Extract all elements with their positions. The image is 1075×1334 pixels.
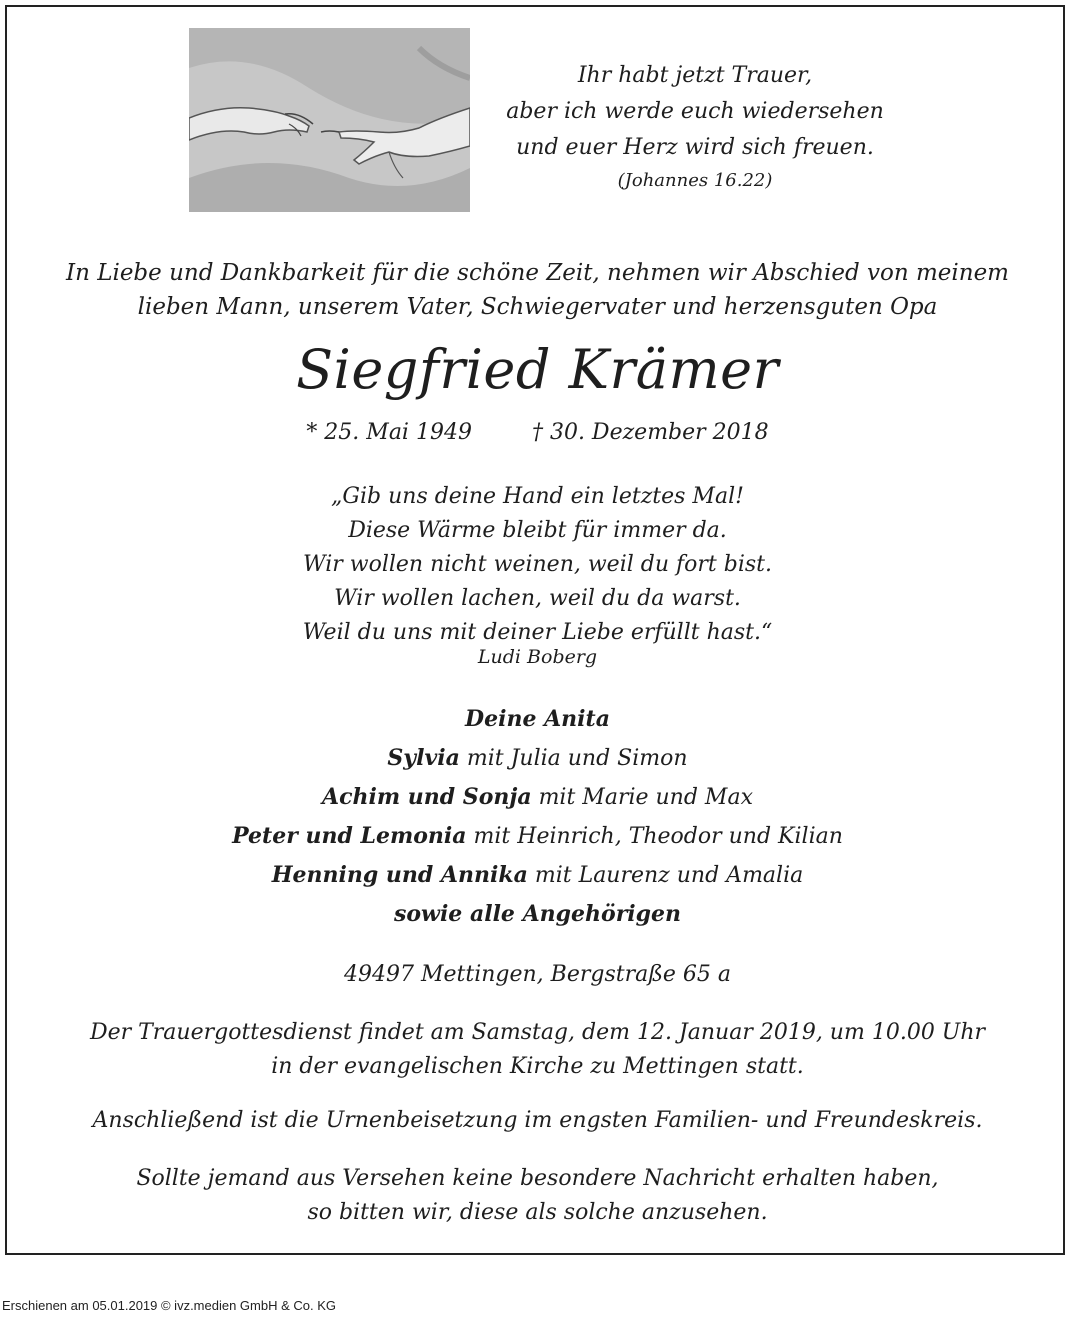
service-line: Der Trauergottesdienst findet am Samstag, dem 12. Januar 2019, um 10.00 Uhr	[89, 1020, 986, 1045]
burial-info: Anschließend ist die Urnenbeisetzung im engsten Familien- und Freundeskreis.	[92, 1108, 983, 1133]
poem-line: Diese Wärme bleibt für immer da.	[348, 518, 727, 543]
family-name: Deine Anita	[465, 706, 610, 732]
family-line	[40, 778, 1035, 817]
verse-reference: (Johannes 16.22)	[617, 170, 773, 191]
family-line	[40, 817, 1035, 856]
family-line	[40, 739, 1035, 778]
poem-line: Wir wollen nicht weinen, weil du fort bist.	[302, 552, 772, 577]
family-name: Achim und Sonja	[322, 784, 532, 810]
note-line: Sollte jemand aus Versehen keine besondere Nachricht erhalten haben,	[136, 1166, 939, 1191]
family-line-relatives	[40, 895, 1035, 934]
death-date: † 30. Dezember 2018	[531, 420, 769, 445]
family-children: mit Laurenz und Amalia	[527, 863, 804, 888]
address: 49497 Mettingen, Bergstraße 65 a	[343, 962, 732, 987]
intro-line: In Liebe und Dankbarkeit für die schöne Zeit, nehmen wir Abschied von meinem	[65, 260, 1009, 286]
family-line	[40, 856, 1035, 895]
intro-line: lieben Mann, unserem Vater, Schwiegervater und herzensguten Opa	[137, 294, 938, 320]
bible-verse	[490, 58, 900, 196]
family-name: Sylvia	[387, 745, 460, 771]
family-name: Peter und Lemonia	[232, 823, 467, 849]
intro-text	[40, 256, 1035, 324]
service-line: in der evangelischen Kirche zu Mettingen statt.	[271, 1054, 804, 1079]
family-name: Henning und Annika	[271, 862, 528, 888]
deceased-name: Siegfried Krämer	[296, 338, 779, 401]
poem-line: Wir wollen lachen, weil du da warst.	[334, 586, 741, 611]
creation-of-adam-hands-image	[189, 28, 470, 212]
verse-line: aber ich werde euch wiedersehen	[506, 99, 884, 124]
poem-line: „Gib uns deine Hand ein letztes Mal!	[331, 484, 744, 509]
service-info	[40, 1016, 1035, 1084]
verse-line: und euer Herz wird sich freuen.	[516, 135, 874, 160]
family-children: mit Marie und Max	[531, 785, 753, 810]
notice-note	[40, 1162, 1035, 1230]
hands-illustration	[189, 28, 470, 212]
verse-line: Ihr habt jetzt Trauer,	[577, 63, 813, 88]
family-name: sowie alle Angehörigen	[393, 901, 682, 927]
birth-date: * 25. Mai 1949	[306, 420, 472, 445]
poem-line: Weil du uns mit deiner Liebe erfüllt hast.“	[302, 620, 773, 645]
poem-author: Ludi Boberg	[477, 646, 598, 668]
family-children: mit Julia und Simon	[459, 746, 688, 771]
family-line-spouse	[40, 700, 1035, 739]
publication-footer: Erschienen am 05.01.2019 © ivz.medien GmbH & Co. KG	[2, 1298, 337, 1313]
family-children: mit Heinrich, Theodor und Kilian	[466, 824, 843, 849]
note-line: so bitten wir, diese als solche anzusehen.	[307, 1200, 768, 1225]
poem	[40, 480, 1035, 650]
family-list	[40, 700, 1035, 934]
life-dates	[40, 416, 1035, 450]
